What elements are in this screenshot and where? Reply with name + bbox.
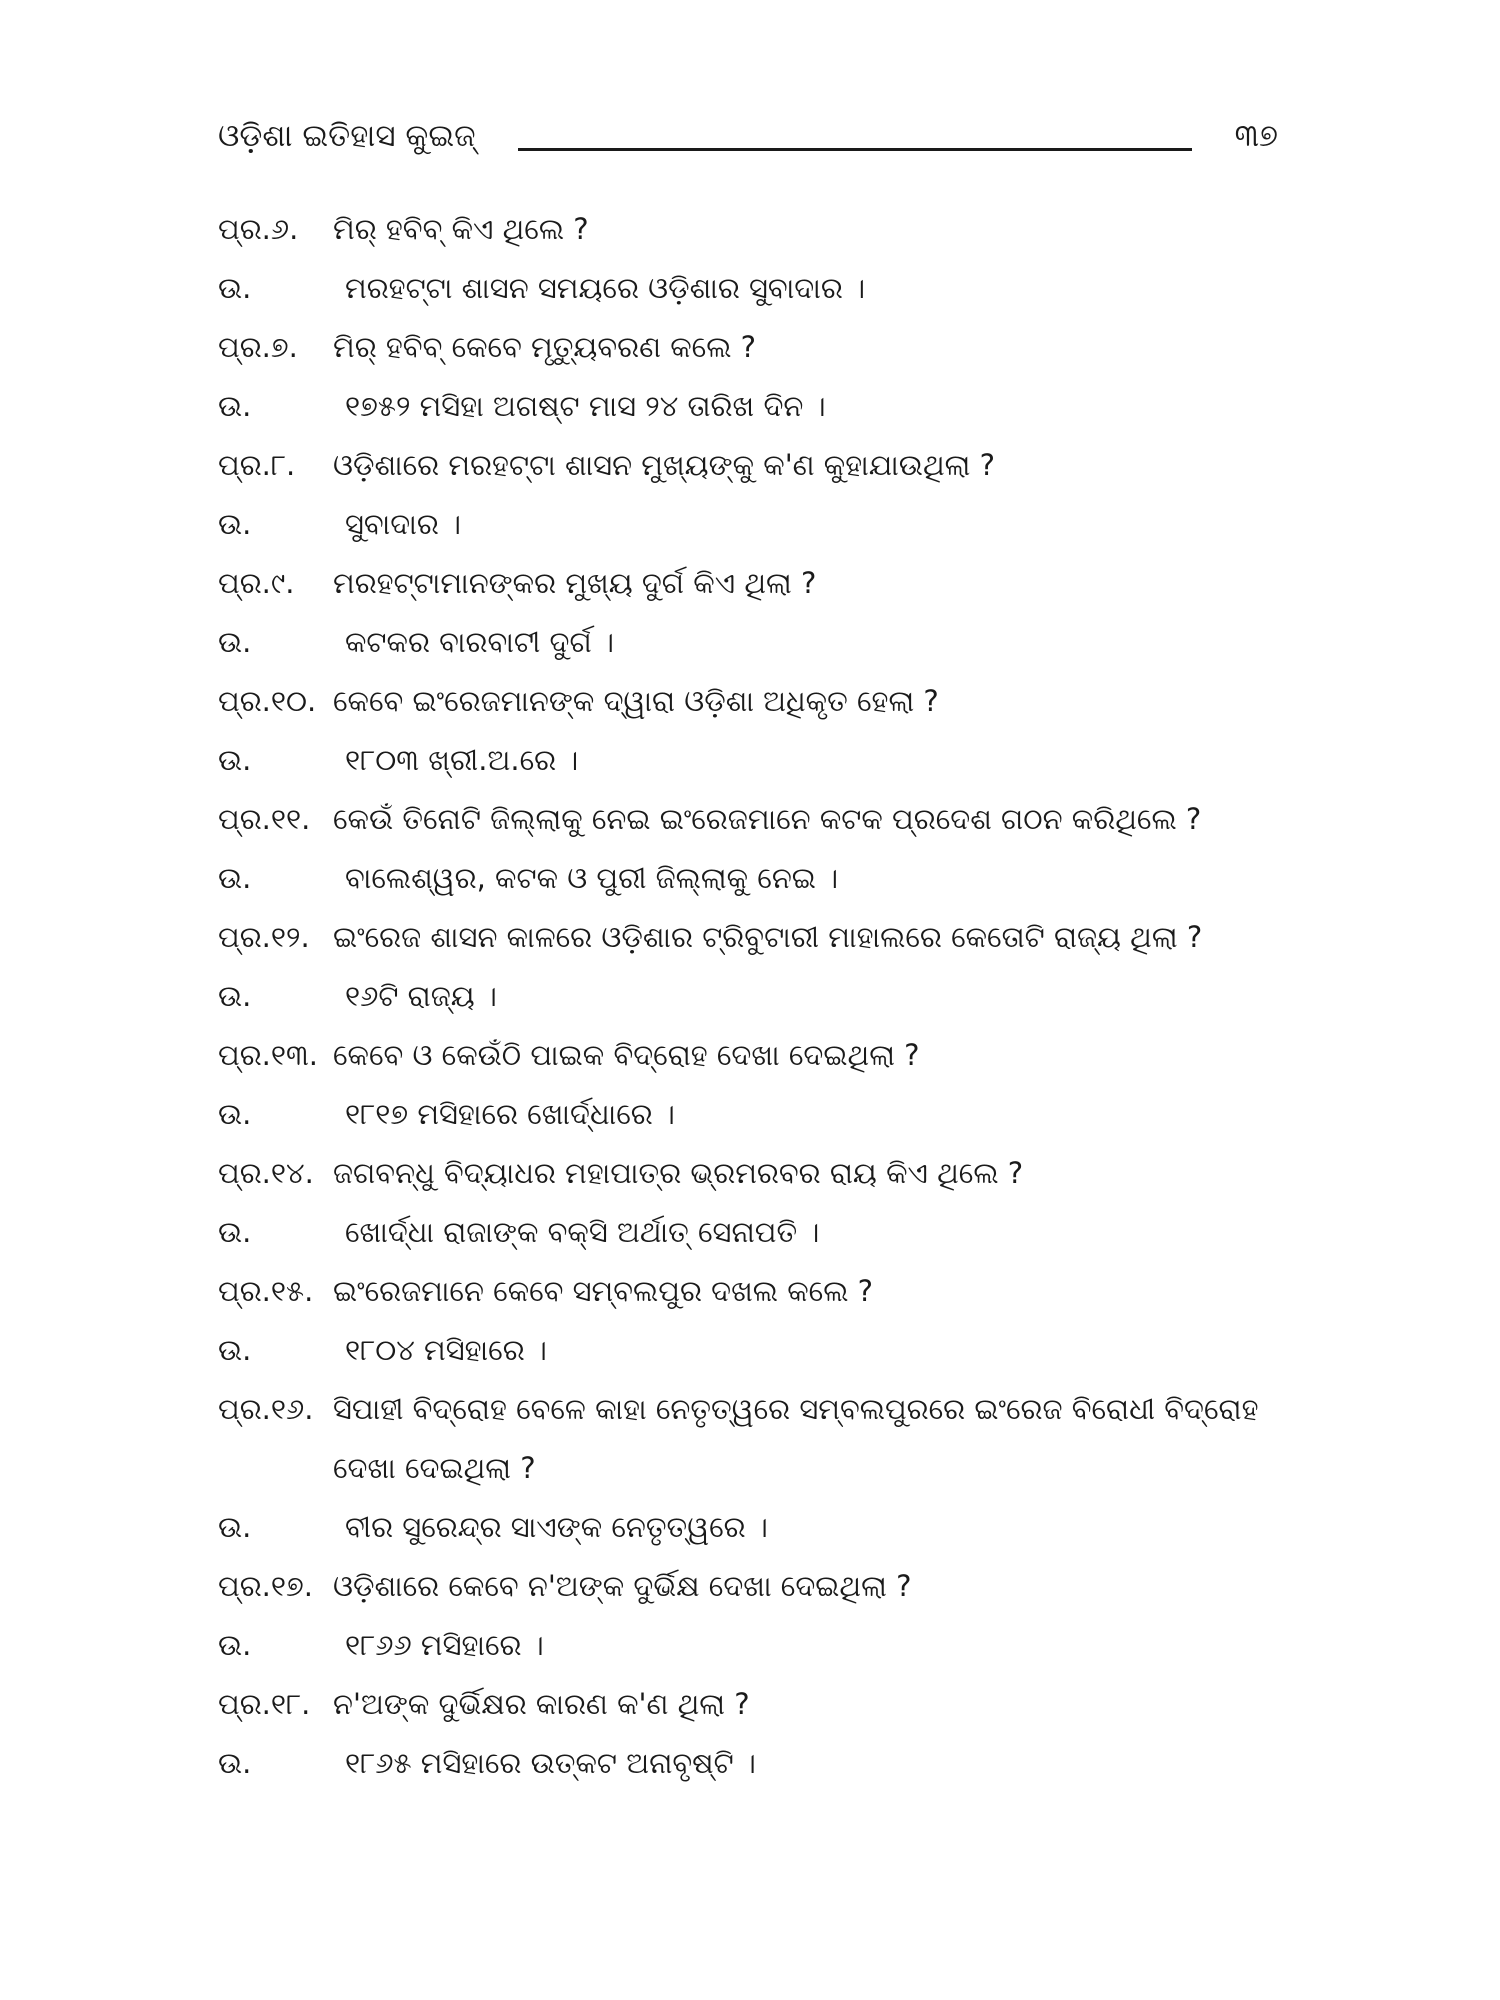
question-number: ପ୍ର.୧୩. <box>218 1038 319 1072</box>
answer-row <box>218 613 1298 672</box>
question-text: ମିର୍ ହବିବ୍ କିଏ ଥିଲେ ? <box>333 212 589 246</box>
answer-row <box>218 1734 1298 1793</box>
answer-text: ୧୮୧୭ ମସିହାରେ ଖୋର୍ଦ୍ଧାରେ । <box>345 1097 675 1131</box>
question-row <box>218 1380 1298 1498</box>
question-text: କେବେ ଇଂରେଜମାନଙ୍କ ଦ୍ୱାରା ଓଡ଼ିଶା ଅଧିକୃତ ହେଲା ? <box>333 684 939 718</box>
answer-row <box>218 259 1298 318</box>
page-header <box>218 112 1278 164</box>
answer-label: ଉ. <box>218 743 252 777</box>
answer-row <box>218 1498 1298 1557</box>
question-number: ପ୍ର.୬. <box>218 212 299 246</box>
question-text: ସିପାହୀ ବିଦ୍ରୋହ ବେଳେ କାହା ନେତୃତ୍ୱରେ ସମ୍ବଲପୁରରେ ଇଂରେଜ ବିରୋଧୀ ବିଦ୍ରୋହ ଦେଖା ଦେଇଥିଲା ? <box>333 1392 1259 1485</box>
answer-label: ଉ. <box>218 1215 252 1249</box>
answer-label: ଉ. <box>218 389 252 423</box>
question-number: ପ୍ର.୭. <box>218 330 298 364</box>
question-text: ଜଗବନ୍ଧୁ ବିଦ୍ୟାଧର ମହାପାତ୍ର ଭ୍ରମରବର ରାୟ କିଏ ଥିଲେ ? <box>333 1156 1024 1190</box>
question-number: ପ୍ର.୧୨. <box>218 920 310 954</box>
answer-label: ଉ. <box>218 625 252 659</box>
answer-row <box>218 1321 1298 1380</box>
question-row <box>218 1557 1298 1616</box>
question-number: ପ୍ର.୮. <box>218 448 296 482</box>
answer-text: ୧୮୬୫ ମସିହାରେ ଉତ୍କଟ ଅନାବୃଷ୍ଟି । <box>345 1746 756 1780</box>
answer-text: ବୀର ସୁରେନ୍ଦ୍ର ସାଏଙ୍କ ନେତୃତ୍ୱରେ । <box>345 1510 768 1544</box>
question-text: ମିର୍ ହବିବ୍ କେବେ ମୃତ୍ୟୁବରଣ କଲେ ? <box>333 330 757 364</box>
answer-text: ୧୭୫୨ ମସିହା ଅଗଷ୍ଟ ମାସ ୨୪ ତାରିଖ ଦିନ । <box>345 389 826 423</box>
answer-label: ଉ. <box>218 979 252 1013</box>
answer-text: କଟକର ବାରବାଟୀ ଦୁର୍ଗ । <box>345 625 615 659</box>
answer-label: ଉ. <box>218 1333 252 1367</box>
answer-label: ଉ. <box>218 1628 252 1662</box>
answer-row <box>218 967 1298 1026</box>
question-text: କେଉଁ ତିନୋଟି ଜିଲ୍ଲାକୁ ନେଇ ଇଂରେଜମାନେ କଟକ ପ୍ରଦେଶ ଗଠନ କରିଥିଲେ ? <box>333 802 1202 836</box>
answer-row <box>218 495 1298 554</box>
question-text: ଇଂରେଜମାନେ କେବେ ସମ୍ବଲପୁର ଦଖଲ କଲେ ? <box>333 1274 874 1308</box>
question-text: ନ'ଅଙ୍କ ଦୁର୍ଭିକ୍ଷର କାରଣ କ'ଣ ଥିଲା ? <box>333 1687 750 1721</box>
answer-text: ୧୮୬୬ ମସିହାରେ । <box>345 1628 544 1662</box>
answer-text: ସୁବାଦାର । <box>345 507 462 541</box>
question-text: କେବେ ଓ କେଉଁଠି ପାଇକ ବିଦ୍ରୋହ ଦେଖା ଦେଇଥିଲା ? <box>333 1038 920 1072</box>
question-row <box>218 554 1298 613</box>
answer-row <box>218 1203 1298 1262</box>
answer-text: ଖୋର୍ଦ୍ଧା ରାଜାଙ୍କ ବକ୍ସି ଅର୍ଥାତ୍ ସେନାପତି । <box>345 1215 820 1249</box>
question-number: ପ୍ର.୧୪. <box>218 1156 314 1190</box>
question-row <box>218 1144 1298 1203</box>
answer-row <box>218 1616 1298 1675</box>
answer-label: ଉ. <box>218 271 252 305</box>
header-rule <box>518 148 1192 151</box>
question-row <box>218 1262 1298 1321</box>
question-row <box>218 436 1298 495</box>
answer-row <box>218 731 1298 790</box>
question-row <box>218 672 1298 731</box>
question-number: ପ୍ର.୧୮. <box>218 1687 311 1721</box>
question-row <box>218 318 1298 377</box>
answer-label: ଉ. <box>218 1510 252 1544</box>
answer-text: ୧୮୦୪ ମସିହାରେ । <box>345 1333 547 1367</box>
answer-text: ୧୮୦୩ ଖ୍ରୀ.ଅ.ରେ । <box>345 743 579 777</box>
answer-row <box>218 377 1298 436</box>
answer-row <box>218 1085 1298 1144</box>
answer-label: ଉ. <box>218 1746 252 1780</box>
answer-text: ୧୬ଟି ରାଜ୍ୟ । <box>345 979 497 1013</box>
question-text: ମରହଟ୍ଟାମାନଙ୍କର ମୁଖ୍ୟ ଦୁର୍ଗ କିଏ ଥିଲା ? <box>333 566 817 600</box>
question-number: ପ୍ର.୧୦. <box>218 684 317 718</box>
question-row <box>218 200 1298 259</box>
question-row <box>218 1026 1298 1085</box>
question-text: ଇଂରେଜ ଶାସନ କାଳରେ ଓଡ଼ିଶାର ଟ୍ରିବୁଟାରୀ ମାହାଲରେ କେତୋଟି ରାଜ୍ୟ ଥିଲା ? <box>333 920 1203 954</box>
page-number: ୩୭ <box>1234 118 1278 154</box>
question-number: ପ୍ର.୧୧. <box>218 802 311 836</box>
question-number: ପ୍ର.୯. <box>218 566 295 600</box>
answer-label: ଉ. <box>218 1097 252 1131</box>
question-text: ଓଡ଼ିଶାରେ କେବେ ନ'ଅଙ୍କ ଦୁର୍ଭିକ୍ଷ ଦେଖା ଦେଇଥିଲା ? <box>333 1569 912 1603</box>
answer-row <box>218 849 1298 908</box>
question-number: ପ୍ର.୧୫. <box>218 1274 314 1308</box>
book-title: ଓଡ଼ିଶା ଇତିହାସ କୁଇଜ୍ <box>218 118 476 154</box>
question-text: ଓଡ଼ିଶାରେ ମରହଟ୍ଟା ଶାସନ ମୁଖ୍ୟଙ୍କୁ କ'ଣ କୁହାଯାଉଥିଲା ? <box>333 448 996 482</box>
answer-text: ମରହଟ୍ଟା ଶାସନ ସମୟରେ ଓଡ଼ିଶାର ସୁବାଦାର । <box>345 271 866 305</box>
question-answer-list <box>218 200 1298 1793</box>
answer-text: ବାଲେଶ୍ୱର, କଟକ ଓ ପୁରୀ ଜିଲ୍ଲାକୁ ନେଇ । <box>345 861 839 895</box>
answer-label: ଉ. <box>218 861 252 895</box>
answer-label: ଉ. <box>218 507 252 541</box>
question-row <box>218 908 1298 967</box>
question-number: ପ୍ର.୧୬. <box>218 1392 314 1426</box>
question-row <box>218 1675 1298 1734</box>
question-row <box>218 790 1298 849</box>
question-number: ପ୍ର.୧୭. <box>218 1569 313 1603</box>
